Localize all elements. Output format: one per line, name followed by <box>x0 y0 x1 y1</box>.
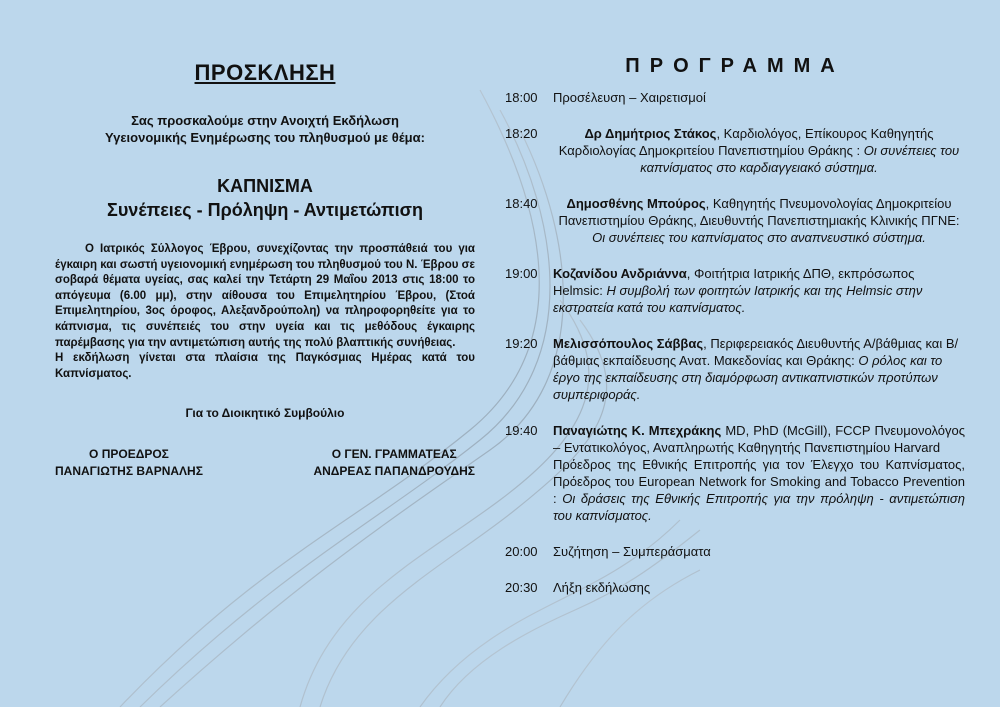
board-signature-heading: Για το Διοικητικό Συμβούλιο <box>185 406 345 421</box>
signer-role: Ο ΠΡΟΕΔΡΟΣ <box>89 447 169 462</box>
program-item <box>505 422 965 524</box>
signers <box>55 446 475 480</box>
event-topic <box>55 174 475 222</box>
program-text <box>553 422 965 524</box>
program-panel <box>505 55 965 615</box>
program-text <box>553 265 965 316</box>
invitation-paragraph-2: Η εκδήλωση γίνεται στα πλαίσια της Παγκόσμιας Ημέρας κατά του Καπνίσματος. <box>55 352 475 380</box>
program-text <box>553 335 965 403</box>
speaker-name: Παναγιώτης Κ. Μπεχράκης <box>553 423 722 438</box>
program-time: 20:00 <box>505 544 538 559</box>
program-time: 18:40 <box>505 196 538 211</box>
program-item <box>505 89 965 106</box>
program-time: 18:20 <box>505 126 538 141</box>
program-item <box>505 579 965 596</box>
invitation-body <box>55 242 475 382</box>
speaker-desc: MD, PhD (McGill), FCCP Πνευμονολόγος – Εντατικολόγος, Αναπληρωτής Καθηγητής Πανεπιστημίου Harvard <box>553 423 965 455</box>
program-item <box>505 335 965 403</box>
signer-president <box>55 446 203 480</box>
program-text: Λήξη εκδήλωσης <box>553 580 651 595</box>
speaker-desc-2: Πρόεδρος της Εθνικής Επιτροπής για τον Έλεγχο του Καπνίσματος, Πρόεδρος του European Network for Smoking and Tobacco Prevention : <box>553 457 965 506</box>
speaker-name: Μελισσόπουλος Σάββας <box>553 336 704 351</box>
signer-secretary <box>313 446 475 480</box>
program-time: 19:40 <box>505 423 538 438</box>
invitation-title: ΠΡΟΣΚΛΗΣΗ <box>194 60 336 85</box>
speaker-name: Δρ Δημήτριος Στάκος <box>584 126 717 141</box>
program-text: Προσέλευση – Χαιρετισμοί <box>553 90 706 105</box>
program-time: 19:20 <box>505 336 538 351</box>
speaker-name: Κοζανίδου Ανδριάννα <box>553 266 687 281</box>
program-text <box>553 195 965 246</box>
talk-topic: Οι συνέπειες του καπνίσματος στο αναπνευστικό σύστημα. <box>592 230 926 245</box>
intro-line-1: Σας προσκαλούμε στην Ανοιχτή Εκδήλωση <box>131 113 399 128</box>
program-time: 20:30 <box>505 580 538 595</box>
intro-line-2: Υγειονομικής Ενημέρωσης του πληθυσμού με θέμα: <box>105 130 425 145</box>
program-time: 19:00 <box>505 266 538 281</box>
invitation-paragraph-1: Ο Ιατρικός Σύλλογος Έβρου, συνεχίζοντας την προσπάθειά του για έγκαιρη και σωστή υγειονομική ενημέρωση του πληθυσμού του Ν. Έβρου σε σοβαρά θέματα υγείας, σας καλεί την Τετάρτη 29 Μαΐου 2013 στις 18:00 το απόγευμα (6.00 μμ), στην αίθουσα του Επιμελητηρίου Έβρου, (Στοά Επιμελητηρίου, 3ος όροφος, Αλεξανδρούπολη) να πληροφορηθείτε για το κάπνισμα, τις συνέπειές του στην υγεία και τις μεθόδους έγκαιρης παρέμβασης για την αντιμετώπιση αυτής της πολύ βλαπτικής συνήθειας. <box>55 243 475 349</box>
talk-topic: Ο ρόλος και το έργο της εκπαίδευσης στη διαμόρφωση αντικαπνιστικών προτύπων συμπεριφοράς. <box>553 353 943 402</box>
speaker-desc: , Φοιτήτρια Ιατρικής ΔΠΘ, εκπρόσωπος Helmsic: <box>553 266 915 298</box>
program-item <box>505 125 965 176</box>
program-text <box>553 125 965 176</box>
talk-topic: Η συμβολή των φοιτητών Ιατρικής και της Helmsic στην εκστρατεία κατά του καπνίσματος. <box>553 283 923 315</box>
program-text: Συζήτηση – Συμπεράσματα <box>553 544 711 559</box>
program-time: 18:00 <box>505 90 538 105</box>
signer-name: ΠΑΝΑΓΙΩΤΗΣ ΒΑΡΝΑΛΗΣ <box>55 464 203 479</box>
speaker-name: Δημοσθένης Μπούρος <box>566 196 706 211</box>
program-item <box>505 195 965 246</box>
invitation-panel <box>55 60 475 480</box>
speaker-desc: , Καθηγητής Πνευμονολογίας Δημοκριτείου Πανεπιστημίου Θράκης, Διευθυντής Πανεπιστημιακής Κλινικής ΠΓΝΕ: <box>558 196 960 228</box>
program-item <box>505 543 965 560</box>
signer-name: ΑΝΔΡΕΑΣ ΠΑΠΑΝΔΡΟΥΔΗΣ <box>313 464 475 479</box>
talk-topic: Οι δράσεις της Εθνικής Επιτροπής για την πρόληψη - αντιμετώπιση του καπνίσματος. <box>553 491 965 523</box>
topic-line-2: Συνέπειες - Πρόληψη - Αντιμετώπιση <box>107 200 423 220</box>
program-title: ΠΡΟΓΡΑΜΜΑ <box>625 55 845 77</box>
speaker-desc: , Περιφερειακός Διευθυντής Α/βάθμιας και Β/βάθμιας εκπαίδευσης Ανατ. Μακεδονίας και Θράκης: <box>553 336 959 368</box>
talk-topic: Οι συνέπειες του καπνίσματος στο καρδιαγγειακό σύστημα. <box>640 143 960 175</box>
topic-line-1: ΚΑΠΝΙΣΜΑ <box>217 176 313 196</box>
program-item <box>505 265 965 316</box>
speaker-desc: , Καρδιολόγος, Επίκουρος Καθηγητής Καρδιολογίας Δημοκριτείου Πανεπιστημίου Θράκης : <box>558 126 934 158</box>
signer-role: Ο ΓΕΝ. ΓΡΑΜΜΑΤΕΑΣ <box>331 447 457 462</box>
